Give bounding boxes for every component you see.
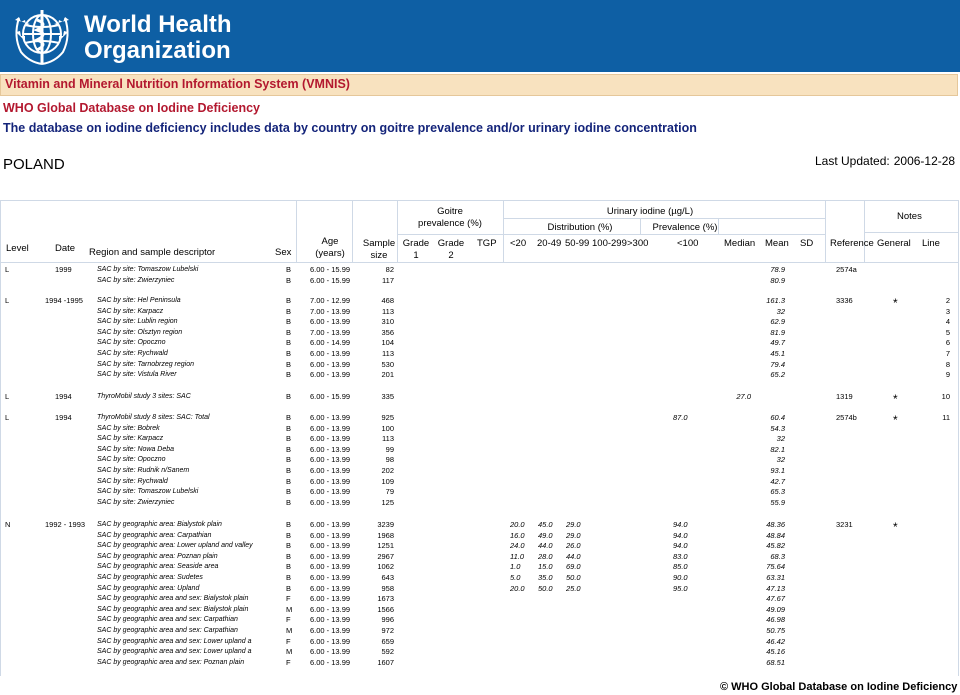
cell-median: 32 — [776, 434, 785, 444]
cell-d3: 29.0 — [566, 530, 581, 540]
cell-size: 201 — [381, 370, 394, 380]
cell-size: 925 — [381, 413, 394, 422]
cell-sex: B — [286, 349, 292, 358]
cell-desc: SAC by site: Olsztyn region — [97, 328, 183, 336]
cell-d2: 49.0 — [538, 530, 553, 540]
cell-size: 82 — [385, 265, 394, 274]
cell-age: 6.00 - 13.99 — [310, 455, 351, 465]
cell-p1: 90.0 — [673, 573, 688, 582]
cell-desc: SAC by site: Tomaszow Lubelski — [97, 266, 199, 273]
cell-age: 7.00 - 12.99 — [310, 296, 351, 305]
cell-age: 6.00 - 14.99 — [310, 338, 351, 348]
header-general: General — [877, 238, 911, 249]
header-line: Line — [922, 238, 940, 249]
cell-line: 10 — [941, 392, 950, 401]
header-dist-20-49: 20-49 — [537, 238, 562, 249]
cell-level: L — [5, 413, 10, 422]
cell-age: 6.00 - 13.99 — [310, 359, 351, 369]
cell-sex: B — [286, 327, 292, 337]
cell-desc: SAC by site: Opoczno — [97, 456, 166, 464]
cell-sex: B — [286, 359, 292, 369]
cell-age: 6.00 - 15.99 — [310, 392, 351, 401]
cell-median: 63.31 — [766, 573, 785, 582]
cell-sex: B — [286, 487, 292, 497]
cell-d2: 15.0 — [538, 562, 553, 572]
cell-age: 6.00 - 13.99 — [310, 370, 351, 380]
cell-desc: ThyroMobil study 3 sites: SAC — [97, 393, 191, 400]
cell-desc: SAC by geographic area: Bialystok plain — [97, 521, 222, 528]
header-median: Median — [724, 238, 756, 249]
cell-size: 335 — [381, 392, 394, 401]
cell-age: 6.00 - 13.99 — [310, 317, 351, 327]
cell-d3: 69.0 — [566, 562, 581, 572]
cell-sex: B — [286, 275, 292, 285]
cell-age: 6.00 - 13.99 — [310, 657, 351, 667]
cell-median: 42.7 — [770, 476, 785, 486]
cell-size: 2967 — [377, 551, 394, 561]
header-sample-unit: size — [370, 250, 388, 261]
cell-size: 113 — [382, 306, 394, 316]
cell-age: 6.00 - 13.99 — [310, 636, 351, 646]
last-updated-value: 2006-12-28 — [893, 154, 956, 168]
grid-line — [0, 200, 958, 201]
cell-d1: 20.0 — [510, 520, 525, 529]
cell-d3: 50.0 — [566, 573, 581, 582]
cell-level: N — [5, 520, 11, 529]
cell-median: 55.9 — [770, 497, 785, 507]
cell-sex: B — [286, 338, 292, 348]
cell-size: 98 — [385, 455, 394, 465]
header-goitre-label: Goitre — [437, 206, 463, 217]
cell-sex: B — [286, 455, 292, 465]
cell-desc: SAC by geographic area and sex: Lower upland a — [97, 637, 252, 645]
cell-desc: SAC by site: Tarnobrzeg region — [97, 360, 195, 368]
cell-line: 8 — [945, 359, 950, 369]
grid-line — [352, 200, 353, 262]
grid-line — [864, 232, 958, 233]
cell-line: 9 — [945, 370, 950, 380]
cell-median: 62.9 — [770, 317, 785, 327]
cell-desc: SAC by site: Rudnik n/Sanem — [97, 467, 190, 474]
cell-sex: M — [286, 626, 293, 635]
cell-desc: SAC by geographic area and sex: Bialystok plain — [97, 595, 249, 603]
cell-age: 6.00 - 13.99 — [310, 520, 351, 529]
cell-desc: SAC by site: Opoczno — [97, 339, 166, 347]
cell-median: 161.3 — [766, 296, 785, 305]
cell-age: 6.00 - 13.99 — [310, 497, 351, 507]
header-age-unit: (years) — [315, 248, 345, 259]
cell-general-note: * — [893, 296, 898, 310]
cell-age: 6.00 - 13.99 — [310, 423, 351, 433]
cell-d1: 20.0 — [510, 583, 525, 593]
header-mean: Mean — [765, 238, 789, 249]
cell-median: 68.51 — [766, 657, 785, 667]
cell-median: 81.9 — [770, 327, 785, 337]
cell-p1: 94.0 — [673, 520, 688, 529]
cell-median: 82.1 — [770, 444, 785, 454]
cell-date: 1992 - 1993 — [45, 520, 86, 529]
cell-median: 50.75 — [766, 626, 785, 635]
cell-sex: F — [286, 615, 291, 625]
cell-median: 49.7 — [770, 338, 785, 348]
cell-desc: ThyroMobil study 8 sites: SAC: Total — [97, 414, 210, 421]
header-age-label: Age — [321, 236, 339, 247]
last-updated-label: Last Updated: — [815, 154, 890, 168]
cell-size: 592 — [381, 647, 394, 657]
cell-desc: SAC by site: Lublin region — [97, 318, 178, 326]
cell-age: 6.00 - 13.99 — [310, 604, 351, 614]
cell-reference: 3231 — [836, 520, 853, 529]
header-sd: SD — [800, 238, 814, 249]
cell-median: 48.36 — [766, 520, 785, 529]
cell-d1: 5.0 — [510, 573, 521, 582]
cell-age: 6.00 - 13.99 — [310, 476, 351, 486]
cell-d1: 1.0 — [510, 562, 521, 572]
cell-p1: 83.0 — [673, 551, 688, 561]
brand-line2: Organization — [84, 37, 231, 64]
cell-date: 1994 — [55, 392, 72, 401]
cell-age: 6.00 - 13.99 — [310, 626, 351, 635]
cell-sex: B — [286, 306, 292, 316]
header-sample — [360, 238, 398, 262]
cell-size: 468 — [381, 296, 394, 305]
cell-sex: B — [286, 392, 292, 401]
cell-reference: 3336 — [836, 296, 853, 305]
cell-median: 78.9 — [770, 265, 785, 274]
header-grade1 — [402, 238, 430, 262]
cell-median: 93.1 — [770, 466, 785, 475]
cell-line: 4 — [945, 317, 950, 327]
cell-sex: B — [286, 583, 292, 593]
cell-level: L — [5, 296, 10, 305]
cell-size: 356 — [381, 327, 394, 337]
header-urinary: Urinary iodine (µg/L) — [606, 206, 694, 217]
cell-desc: SAC by geographic area: Sudetes — [97, 574, 203, 581]
system-title-bar — [0, 74, 958, 96]
cell-line: 7 — [945, 349, 950, 358]
cell-d1: 11.0 — [510, 551, 525, 561]
cell-age: 7.00 - 13.99 — [310, 306, 351, 316]
cell-median: 45.82 — [766, 541, 785, 551]
cell-median: 68.3 — [770, 551, 785, 561]
header-date: Date — [55, 243, 76, 254]
database-title: WHO Global Database on Iodine Deficiency — [3, 101, 260, 115]
cell-line: 2 — [945, 296, 950, 305]
grid-line — [958, 200, 959, 676]
cell-reference: 1319 — [836, 392, 853, 401]
cell-general-note: * — [893, 520, 898, 534]
cell-size: 3239 — [377, 520, 394, 529]
grid-line — [0, 262, 958, 263]
header-grade1-label: Grade — [402, 238, 430, 249]
cell-age: 6.00 - 13.99 — [310, 647, 351, 657]
cell-sex: B — [286, 370, 292, 380]
last-updated — [815, 154, 955, 168]
cell-median: 32 — [776, 306, 785, 316]
cell-size: 104 — [381, 338, 394, 348]
cell-date: 1994 — [55, 413, 72, 422]
cell-median: 46.42 — [766, 636, 785, 646]
who-emblem-icon — [7, 6, 77, 68]
footer-copyright: © WHO Global Database on Iodine Deficiency — [720, 681, 958, 693]
grid-line — [397, 234, 825, 235]
cell-p1: 87.0 — [673, 413, 688, 422]
who-wordmark — [84, 12, 232, 64]
cell-desc: SAC by geographic area and sex: Poznan plain — [97, 658, 245, 666]
cell-d2: 28.0 — [538, 551, 553, 561]
cell-size: 1566 — [377, 604, 394, 614]
cell-tgp: 27.0 — [736, 392, 751, 401]
cell-age: 6.00 - 13.99 — [310, 615, 351, 625]
cell-age: 6.00 - 13.99 — [310, 434, 351, 444]
cell-size: 100 — [381, 423, 394, 433]
cell-d3: 25.0 — [566, 583, 581, 593]
header-dist-gt300: >300 — [627, 238, 649, 249]
cell-sex: B — [286, 296, 292, 305]
cell-median: 47.13 — [766, 583, 785, 593]
cell-desc: SAC by site: Rychwald — [97, 477, 168, 485]
cell-sex: M — [286, 604, 293, 614]
cell-sex: B — [286, 476, 292, 486]
cell-desc: SAC by site: Rychwald — [97, 350, 168, 357]
cell-median: 45.16 — [766, 647, 785, 657]
cell-desc: SAC by site: Zwierzyniec — [97, 276, 175, 284]
cell-sex: F — [286, 657, 291, 667]
cell-size: 996 — [381, 615, 394, 625]
cell-age: 6.00 - 13.99 — [310, 541, 351, 551]
cell-desc: SAC by geographic area and sex: Carpathian — [97, 627, 238, 634]
cell-age: 6.00 - 13.99 — [310, 573, 351, 582]
cell-age: 6.00 - 13.99 — [310, 413, 351, 422]
cell-age: 6.00 - 13.99 — [310, 583, 351, 593]
cell-sex: F — [286, 594, 291, 604]
cell-median: 65.3 — [770, 487, 785, 497]
header-goitre — [410, 206, 490, 230]
cell-size: 643 — [381, 573, 394, 582]
header-notes: Notes — [897, 211, 922, 222]
header-prev-lt100: <100 — [677, 238, 699, 249]
cell-d2: 45.0 — [538, 520, 553, 529]
header-region: Region and sample descriptor — [89, 247, 216, 258]
cell-reference: 2574a — [836, 265, 857, 274]
cell-age: 6.00 - 13.99 — [310, 594, 351, 604]
cell-sex: B — [286, 444, 292, 454]
grid-line — [503, 200, 504, 262]
cell-desc: SAC by site: Vistula River — [97, 371, 177, 379]
cell-median: 65.2 — [770, 370, 785, 380]
cell-size: 958 — [381, 583, 394, 593]
cell-size: 659 — [381, 636, 394, 646]
cell-size: 1607 — [377, 657, 394, 667]
cell-p1: 95.0 — [673, 583, 688, 593]
cell-sex: F — [286, 636, 291, 646]
cell-desc: SAC by site: Hel Peninsula — [97, 297, 181, 304]
cell-desc: SAC by geographic area: Poznan plain — [97, 552, 218, 560]
cell-desc: SAC by geographic area and sex: Lower upland a — [97, 648, 252, 656]
brand-line1: World Health — [84, 11, 232, 38]
cell-desc: SAC by geographic area: Carpathian — [97, 531, 212, 539]
cell-age: 6.00 - 15.99 — [310, 275, 351, 285]
cell-size: 109 — [381, 476, 394, 486]
cell-size: 1062 — [377, 562, 394, 572]
grid-line — [296, 200, 297, 262]
grid-line — [0, 200, 1, 676]
header-prevalence: Prevalence (%) — [652, 222, 718, 233]
cell-desc: SAC by site: Zwierzyniec — [97, 498, 175, 506]
cell-d2: 44.0 — [538, 541, 553, 551]
header-dist-50-99: 50-99 — [565, 238, 590, 249]
header-distribution: Distribution (%) — [547, 222, 613, 233]
cell-size: 113 — [382, 349, 394, 358]
cell-sex: B — [286, 520, 292, 529]
cell-sex: B — [286, 466, 292, 475]
cell-median: 47.67 — [766, 594, 785, 604]
cell-p1: 94.0 — [673, 541, 688, 551]
cell-desc: SAC by site: Tomaszow Lubelski — [97, 488, 199, 496]
cell-sex: B — [286, 423, 292, 433]
who-banner — [0, 0, 960, 72]
cell-sex: B — [286, 317, 292, 327]
cell-age: 6.00 - 13.99 — [310, 349, 351, 358]
cell-size: 79 — [385, 487, 394, 497]
cell-median: 80.9 — [770, 275, 785, 285]
cell-sex: B — [286, 434, 292, 444]
cell-desc: SAC by site: Nowa Deba — [97, 445, 175, 453]
cell-level: L — [5, 265, 10, 274]
cell-desc: SAC by site: Karpacz — [97, 307, 164, 315]
cell-size: 530 — [381, 359, 394, 369]
header-age — [315, 236, 345, 260]
cell-age: 6.00 - 13.99 — [310, 551, 351, 561]
cell-median: 45.1 — [770, 349, 785, 358]
cell-desc: SAC by geographic area and sex: Bialystok plain — [97, 605, 249, 613]
cell-median: 54.3 — [770, 423, 785, 433]
cell-sex: B — [286, 541, 292, 551]
cell-sex: B — [286, 497, 292, 507]
grid-line — [503, 218, 825, 219]
cell-d1: 24.0 — [510, 541, 525, 551]
header-sample-label: Sample — [362, 238, 396, 249]
cell-desc: SAC by geographic area: Lower upland and valley — [97, 542, 253, 550]
header-grade2 — [437, 238, 465, 262]
header-goitre-unit: prevalence (%) — [418, 218, 482, 229]
header-grade2-label: Grade — [437, 238, 465, 249]
cell-size: 117 — [382, 275, 394, 285]
header-level: Level — [6, 243, 29, 254]
header-grade1-num: 1 — [413, 250, 419, 261]
cell-sex: B — [286, 562, 292, 572]
database-description: The database on iodine deficiency includes data by country on goitre prevalence and/or urinary iodine concentration — [3, 121, 697, 135]
cell-size: 1251 — [377, 541, 394, 551]
cell-line: 3 — [945, 306, 950, 316]
cell-size: 99 — [385, 444, 394, 454]
header-reference: Reference — [830, 238, 874, 249]
country-name: POLAND — [3, 156, 65, 173]
cell-d3: 29.0 — [566, 520, 581, 529]
cell-sex: B — [286, 265, 292, 274]
cell-median: 79.4 — [770, 359, 785, 369]
cell-p1: 94.0 — [673, 530, 688, 540]
cell-median: 48.84 — [766, 530, 785, 540]
cell-size: 202 — [381, 466, 394, 475]
cell-sex: B — [286, 551, 292, 561]
cell-median: 46.98 — [766, 615, 785, 625]
cell-median: 49.09 — [766, 604, 785, 614]
cell-desc: SAC by geographic area: Seaside area — [97, 563, 219, 571]
cell-age: 6.00 - 15.99 — [310, 265, 351, 274]
cell-age: 6.00 - 13.99 — [310, 466, 351, 475]
grid-line — [640, 218, 641, 234]
cell-median: 60.4 — [770, 413, 785, 422]
cell-date: 1999 — [55, 265, 72, 274]
cell-age: 6.00 - 13.99 — [310, 444, 351, 454]
cell-size: 113 — [382, 434, 394, 444]
cell-desc: SAC by geographic area: Upland — [97, 584, 200, 592]
cell-line: 5 — [945, 327, 950, 337]
cell-sex: B — [286, 413, 292, 422]
grid-line — [864, 200, 865, 262]
cell-size: 310 — [381, 317, 394, 327]
cell-desc: SAC by site: Karpacz — [97, 435, 164, 443]
cell-median: 75.64 — [766, 562, 785, 572]
cell-line: 11 — [942, 413, 950, 422]
cell-sex: B — [286, 573, 292, 582]
cell-desc: SAC by geographic area and sex: Carpathian — [97, 616, 238, 624]
header-dist-lt20: <20 — [510, 238, 527, 249]
cell-sex: B — [286, 530, 292, 540]
grid-line — [825, 200, 826, 262]
cell-general-note: * — [893, 413, 898, 427]
cell-sex: M — [286, 647, 293, 657]
cell-age: 6.00 - 13.99 — [310, 487, 351, 497]
cell-d1: 16.0 — [510, 530, 525, 540]
cell-age: 7.00 - 13.99 — [310, 327, 351, 337]
cell-level: L — [5, 392, 10, 401]
cell-d3: 44.0 — [566, 551, 581, 561]
cell-size: 125 — [381, 497, 394, 507]
cell-size: 1673 — [377, 594, 394, 604]
cell-age: 6.00 - 13.99 — [310, 530, 351, 540]
cell-size: 1968 — [377, 530, 394, 540]
cell-d3: 26.0 — [566, 541, 581, 551]
header-sex: Sex — [275, 247, 292, 258]
cell-size: 972 — [381, 626, 394, 635]
cell-date: 1994 -1995 — [45, 296, 83, 305]
header-tgp: TGP — [477, 238, 497, 249]
header-grade2-num: 2 — [448, 250, 454, 261]
cell-general-note: * — [893, 392, 898, 406]
header-dist-100-299: 100-299 — [592, 238, 627, 249]
cell-reference: 2574b — [836, 413, 857, 422]
system-title: Vitamin and Mineral Nutrition Information System (VMNIS) — [5, 77, 350, 91]
cell-d2: 50.0 — [538, 583, 553, 593]
cell-p1: 85.0 — [673, 562, 688, 572]
cell-d2: 35.0 — [538, 573, 553, 582]
cell-age: 6.00 - 13.99 — [310, 562, 351, 572]
cell-desc: SAC by site: Bobrek — [97, 424, 160, 432]
cell-median: 32 — [776, 455, 785, 465]
cell-line: 6 — [945, 338, 950, 348]
